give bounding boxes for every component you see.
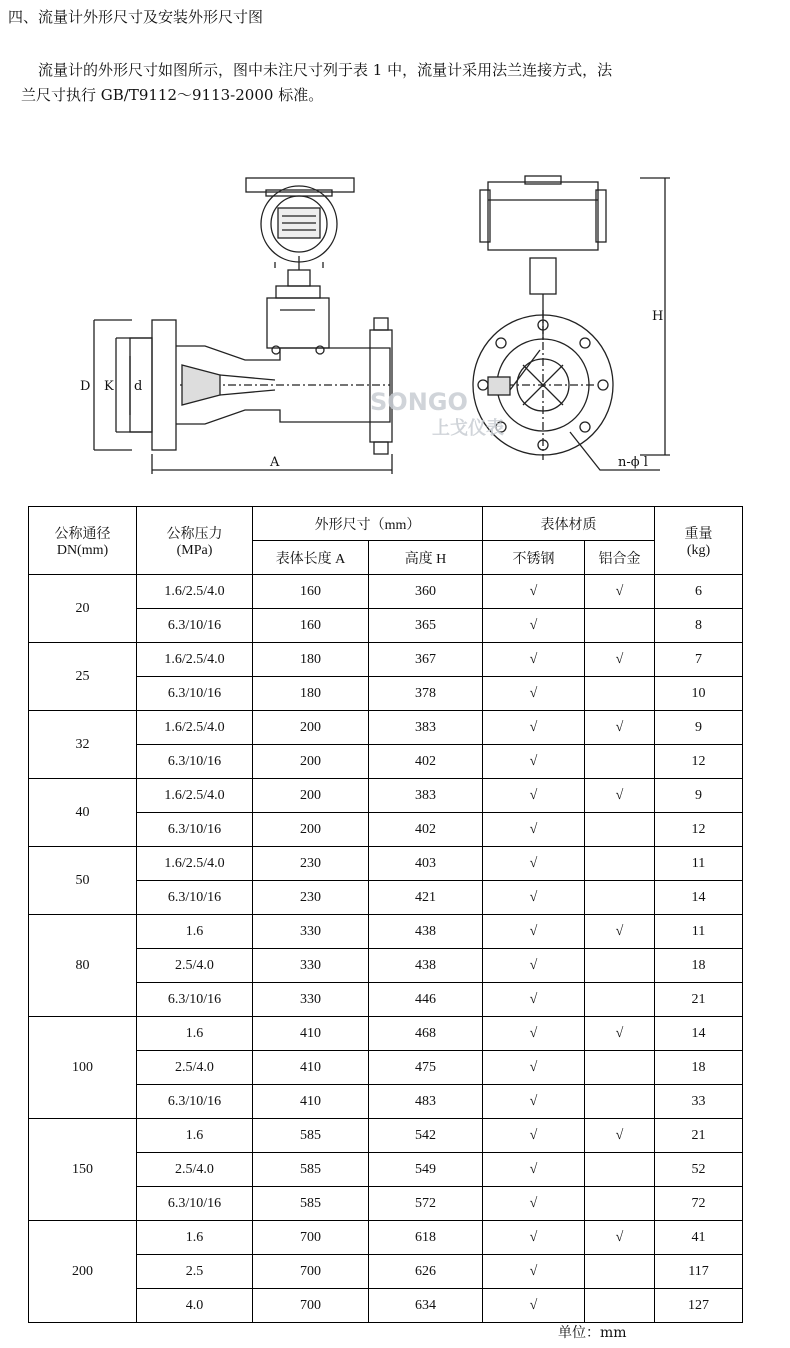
cell-aluminum [585,847,655,881]
cell-height-h: 360 [369,575,483,609]
cell-height-h: 483 [369,1085,483,1119]
cell-pressure: 2.5/4.0 [137,1153,253,1187]
table-row [29,881,743,915]
cell-stainless: √ [483,575,585,609]
cell-aluminum [585,677,655,711]
cell-aluminum: √ [585,915,655,949]
cell-stainless: √ [483,949,585,983]
cell-aluminum [585,949,655,983]
table-row [29,1221,743,1255]
cell-pressure: 1.6 [137,1017,253,1051]
cell-length-a: 160 [253,609,369,643]
table-row [29,1017,743,1051]
cell-aluminum: √ [585,1119,655,1153]
cell-stainless: √ [483,643,585,677]
cell-length-a: 700 [253,1255,369,1289]
cell-height-h: 403 [369,847,483,881]
cell-stainless: √ [483,983,585,1017]
label-H: H [652,309,664,324]
table-row [29,847,743,881]
cell-pressure: 6.3/10/16 [137,881,253,915]
table-row [29,1085,743,1119]
cell-stainless: √ [483,1221,585,1255]
cell-height-h: 446 [369,983,483,1017]
watermark-en: SONGO [370,388,468,416]
intro-line-2: 兰尺寸执行 GB/T9112～9113-2000 标准。 [21,86,324,104]
cell-weight: 14 [655,1017,743,1051]
cell-stainless: √ [483,1119,585,1153]
table-row [29,575,743,609]
cell-stainless: √ [483,779,585,813]
cell-length-a: 200 [253,745,369,779]
header-dimensions: 外形尺寸（mm） [253,507,483,541]
cell-aluminum [585,1085,655,1119]
cell-weight: 72 [655,1187,743,1221]
cell-pressure: 6.3/10/16 [137,609,253,643]
cell-weight: 18 [655,1051,743,1085]
cell-pressure: 2.5 [137,1255,253,1289]
cell-pressure: 1.6/2.5/4.0 [137,779,253,813]
cell-pressure: 1.6 [137,1119,253,1153]
cell-length-a: 585 [253,1153,369,1187]
cell-height-h: 378 [369,677,483,711]
cell-weight: 33 [655,1085,743,1119]
table-row [29,813,743,847]
cell-weight: 117 [655,1255,743,1289]
cell-weight: 21 [655,1119,743,1153]
cell-height-h: 468 [369,1017,483,1051]
cell-length-a: 330 [253,949,369,983]
cell-height-h: 383 [369,711,483,745]
cell-dn: 40 [29,779,137,847]
cell-aluminum: √ [585,1017,655,1051]
cell-stainless: √ [483,1085,585,1119]
cell-height-h: 438 [369,949,483,983]
cell-length-a: 230 [253,847,369,881]
cell-stainless: √ [483,915,585,949]
dimension-drawing [70,170,690,490]
cell-pressure: 1.6/2.5/4.0 [137,847,253,881]
cell-height-h: 572 [369,1187,483,1221]
cell-pressure: 2.5/4.0 [137,949,253,983]
cell-length-a: 700 [253,1289,369,1323]
cell-dn: 25 [29,643,137,711]
cell-stainless: √ [483,1017,585,1051]
cell-aluminum: √ [585,1221,655,1255]
cell-stainless: √ [483,881,585,915]
cell-stainless: √ [483,847,585,881]
header-stainless: 不锈钢 [483,541,585,575]
cell-aluminum [585,1289,655,1323]
table-row [29,1289,743,1323]
cell-stainless: √ [483,1153,585,1187]
cell-dn: 150 [29,1119,137,1221]
cell-aluminum: √ [585,575,655,609]
cell-dn: 32 [29,711,137,779]
intro-paragraph [21,58,738,108]
intro-line-1: 流量计的外形尺寸如图所示，图中未注尺寸列于表 1 中，流量计采用法兰连接方式，法 [38,61,613,79]
header-weight: 重量 (kg) [655,507,743,575]
table-row [29,609,743,643]
cell-aluminum [585,745,655,779]
cell-weight: 18 [655,949,743,983]
cell-pressure: 1.6 [137,1221,253,1255]
table-row [29,1255,743,1289]
cell-stainless: √ [483,813,585,847]
cell-length-a: 330 [253,983,369,1017]
cell-pressure: 1.6/2.5/4.0 [137,711,253,745]
header-aluminum: 铝合金 [585,541,655,575]
label-A: A [270,455,280,470]
cell-height-h: 618 [369,1221,483,1255]
cell-pressure: 1.6/2.5/4.0 [137,575,253,609]
label-d: d [134,379,143,394]
cell-aluminum [585,983,655,1017]
cell-length-a: 410 [253,1085,369,1119]
header-pressure: 公称压力 (MPa) [137,507,253,575]
spec-table-body [29,575,743,1323]
cell-length-a: 230 [253,881,369,915]
cell-stainless: √ [483,1289,585,1323]
cell-height-h: 634 [369,1289,483,1323]
cell-pressure: 6.3/10/16 [137,983,253,1017]
cell-height-h: 542 [369,1119,483,1153]
table-row [29,1051,743,1085]
cell-weight: 7 [655,643,743,677]
cell-pressure: 1.6/2.5/4.0 [137,643,253,677]
cell-height-h: 367 [369,643,483,677]
cell-aluminum [585,609,655,643]
cell-weight: 41 [655,1221,743,1255]
cell-length-a: 200 [253,711,369,745]
cell-weight: 12 [655,745,743,779]
cell-aluminum: √ [585,711,655,745]
header-dn: 公称通径 DN(mm) [29,507,137,575]
table-row [29,1119,743,1153]
cell-pressure: 6.3/10/16 [137,745,253,779]
cell-stainless: √ [483,1187,585,1221]
cell-weight: 10 [655,677,743,711]
cell-length-a: 200 [253,779,369,813]
section-heading: 四、流量计外形尺寸及安装外形尺寸图 [8,8,264,26]
cell-length-a: 180 [253,643,369,677]
cell-length-a: 410 [253,1017,369,1051]
cell-dn: 100 [29,1017,137,1119]
cell-length-a: 330 [253,915,369,949]
cell-weight: 52 [655,1153,743,1187]
header-material: 表体材质 [483,507,655,541]
table-row [29,983,743,1017]
table-row [29,711,743,745]
cell-stainless: √ [483,677,585,711]
cell-stainless: √ [483,1255,585,1289]
cell-weight: 6 [655,575,743,609]
table-row [29,949,743,983]
table-row [29,1187,743,1221]
cell-pressure: 6.3/10/16 [137,1187,253,1221]
cell-weight: 9 [655,779,743,813]
cell-weight: 8 [655,609,743,643]
cell-length-a: 700 [253,1221,369,1255]
cell-stainless: √ [483,1051,585,1085]
cell-weight: 127 [655,1289,743,1323]
spec-table [28,506,743,1323]
cell-pressure: 6.3/10/16 [137,1085,253,1119]
cell-height-h: 402 [369,813,483,847]
cell-weight: 11 [655,847,743,881]
cell-pressure: 4.0 [137,1289,253,1323]
cell-pressure: 2.5/4.0 [137,1051,253,1085]
cell-aluminum [585,813,655,847]
cell-height-h: 626 [369,1255,483,1289]
cell-dn: 80 [29,915,137,1017]
cell-length-a: 200 [253,813,369,847]
cell-aluminum [585,1051,655,1085]
header-height-h: 高度 H [369,541,483,575]
cell-height-h: 475 [369,1051,483,1085]
flowmeter-drawing-svg [70,170,690,490]
cell-length-a: 585 [253,1187,369,1221]
cell-weight: 21 [655,983,743,1017]
table-row [29,1153,743,1187]
cell-height-h: 549 [369,1153,483,1187]
cell-stainless: √ [483,711,585,745]
table-row [29,745,743,779]
cell-dn: 20 [29,575,137,643]
cell-dn: 200 [29,1221,137,1323]
cell-length-a: 410 [253,1051,369,1085]
cell-pressure: 6.3/10/16 [137,813,253,847]
cell-height-h: 383 [369,779,483,813]
cell-dn: 50 [29,847,137,915]
cell-length-a: 585 [253,1119,369,1153]
cell-weight: 11 [655,915,743,949]
cell-aluminum: √ [585,779,655,813]
unit-note: 单位：mm [558,1325,627,1341]
watermark-cn: 上戈仪表 [432,418,504,439]
cell-length-a: 180 [253,677,369,711]
cell-pressure: 1.6 [137,915,253,949]
cell-height-h: 438 [369,915,483,949]
cell-weight: 14 [655,881,743,915]
cell-pressure: 6.3/10/16 [137,677,253,711]
cell-height-h: 402 [369,745,483,779]
cell-weight: 9 [655,711,743,745]
cell-aluminum [585,881,655,915]
label-bolt-holes: n-ϕ l [618,455,648,470]
table-row [29,779,743,813]
cell-stainless: √ [483,609,585,643]
label-D: D [80,379,91,394]
label-K: K [104,379,114,394]
cell-stainless: √ [483,745,585,779]
cell-aluminum [585,1255,655,1289]
cell-aluminum [585,1187,655,1221]
header-length-a: 表体长度 A [253,541,369,575]
cell-aluminum: √ [585,643,655,677]
cell-length-a: 160 [253,575,369,609]
table-row [29,643,743,677]
cell-height-h: 421 [369,881,483,915]
cell-aluminum [585,1153,655,1187]
table-row [29,677,743,711]
cell-height-h: 365 [369,609,483,643]
table-row [29,915,743,949]
cell-weight: 12 [655,813,743,847]
